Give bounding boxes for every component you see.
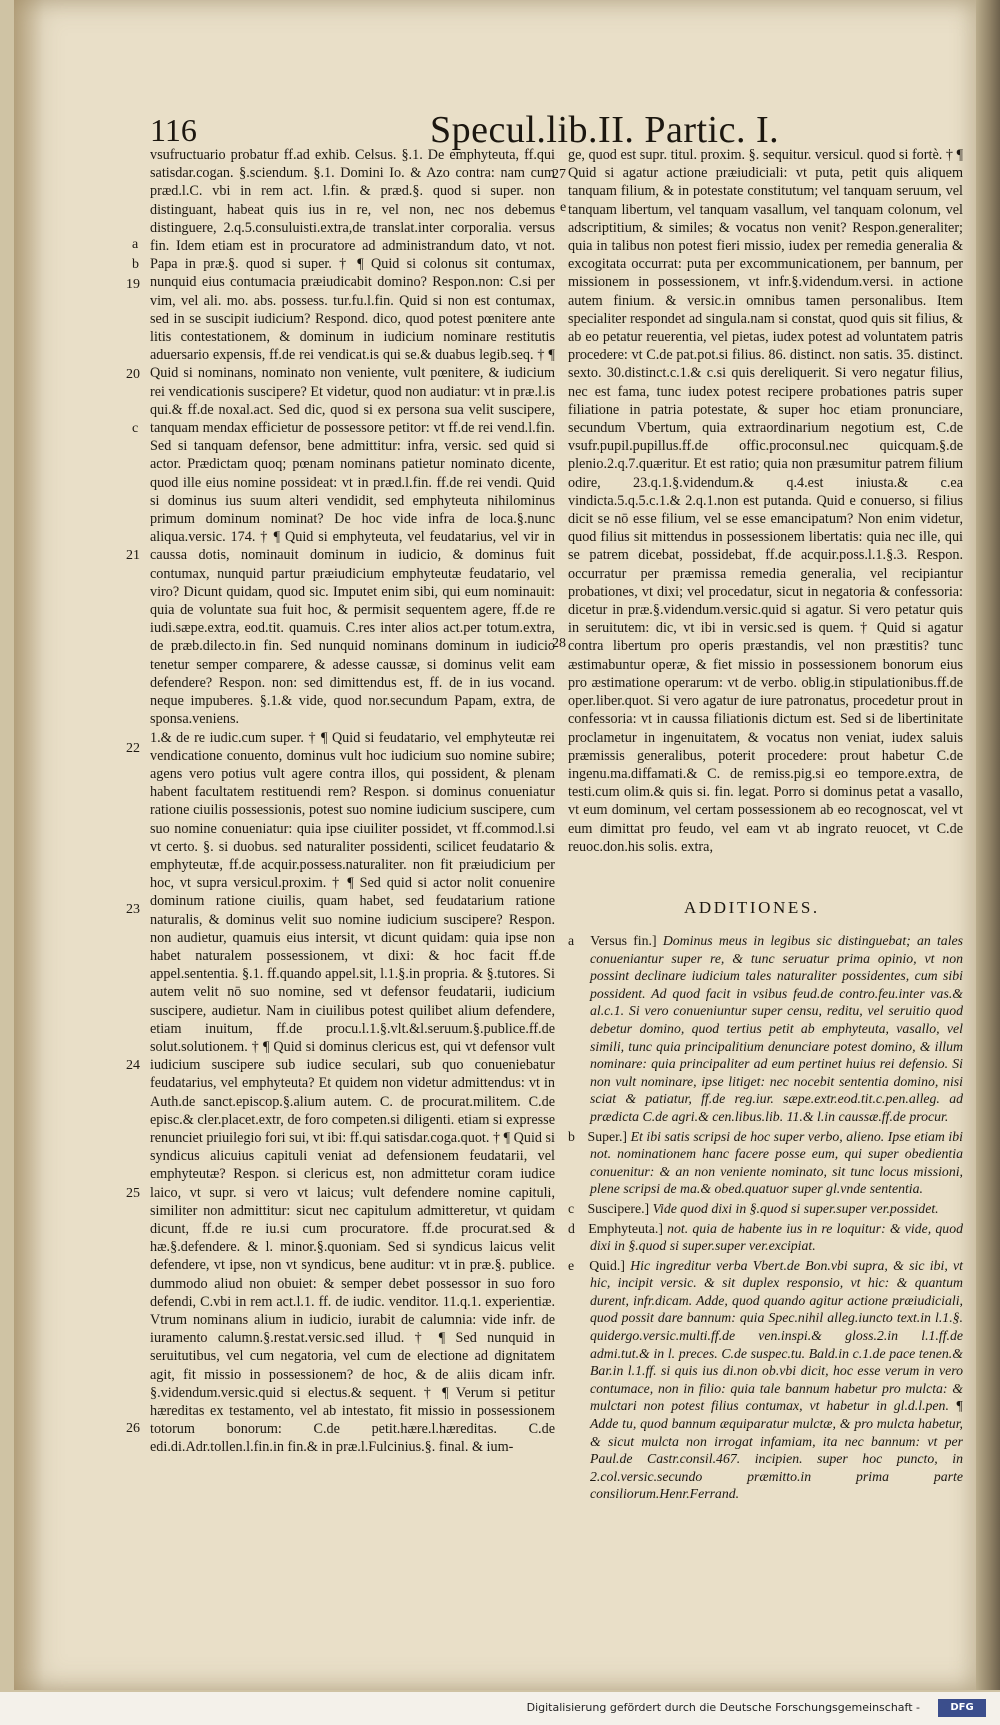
right-text-column — [568, 146, 963, 906]
addition-lemma: Versus fin.] — [590, 933, 657, 948]
addition-entry — [568, 932, 963, 1126]
addition-text: Dominus meus in legibus sic distinguebat; an tales conueniantur super re, & tunc seruatur prima opinio, vt non possint declinare iudicium tales naturaliter possidentes, cum sibi possident. Ad quod facit in vsibus feud.de contro.feu.inter vas.& al.c.1. Si vero conueniuntur super censu, reditu, vel seruitio quod debetur domino, quod tertius petit ab emphyteuta, vasallo, vel simili, tunc quia principalitium denunciare potest domino, & illum nominare: quia principaliter ad eum pertinet huius rei defensio. Si non vult nominare, ipse litiget: nec nocebit sententia domino, nisi sciat & patiatur, ff.de reg.iur. sæpe.extr.eod.tit.c.pen.alleg. ad prædicta C.de agri.& cen.libus.lib. 11.& l.in caussæ.ff.de procur. — [590, 933, 964, 1124]
margin-section-number: 19 — [126, 277, 140, 292]
addition-text: Hic ingreditur verba Vbert.de Bon.vbi supra, & sic ibi, vt hic, incipit versic. & sit duplex responsio, vt hic: & quantum durent, infr.dicam. Adde, quod quando agitur actione præiudiciali, quod possit dare bannum: quia Spec.nihil alleg.iuncto text.in l.1.§. quidergo.versic.multi.ff.de ven.inspi.& gloss.2.in l.1.ff.de admi.tut.& in l. preces. C.de suspec.tu. Bald.in c.1.de pace tenen.& Bar.in l.1.ff. si quis ius di.non ob.vbi dicit, hoc esse verum in vero contumace, non in filio: quia tale bannum habetur pro mulcta: & mulctari non potest filius contumax, vt habetur in gl.d.l.pen. ¶ Adde tu, quod bannum æquiparatur mulctæ, & pro mulcta habetur, & sicut mulcta non irrogat infamiam, ita nec bannum: vt per Paul.de Castr.consil.467. incipien. super hoc puncto, in 2.col.versic.secundo præmitto.in prima parte consiliorum.Henr.Ferrand. — [590, 1257, 964, 1502]
margin-note-marker: c — [132, 421, 139, 436]
margin-section-number: 26 — [126, 1421, 140, 1436]
addition-lemma: Quid.] — [589, 1257, 625, 1273]
margin-note-marker: b — [132, 257, 139, 272]
addition-entry — [568, 1200, 963, 1218]
addition-entry — [568, 1257, 963, 1503]
margin-section-number: 28 — [552, 636, 566, 651]
dfg-logo: DFG — [938, 1699, 986, 1717]
addition-marker: c — [568, 1200, 575, 1216]
addition-lemma: Suscipere.] — [587, 1200, 650, 1216]
page-number: 116 — [150, 112, 197, 148]
addition-lemma: Emphyteuta.] — [588, 1220, 663, 1236]
funding-credit: Digitalisierung gefördert durch die Deutsche Forschungsgemeinschaft - — [526, 1701, 920, 1714]
addition-entry — [568, 1128, 963, 1198]
left-text-column — [150, 146, 555, 1486]
addition-marker: d — [568, 1220, 575, 1236]
margin-section-number: 21 — [126, 548, 140, 563]
margin-section-number: 25 — [126, 1186, 140, 1201]
running-title: Specul.lib.II. Partic. I. — [430, 109, 780, 151]
margin-section-number: 23 — [126, 902, 140, 917]
addition-lemma: Super.] — [587, 1128, 628, 1144]
addition-text: not. quia de habente ius in re loquitur: & vide, quod dixi in §.quod si super.super ver.excipiat. — [590, 1220, 964, 1254]
margin-section-number: 24 — [126, 1058, 140, 1073]
addition-marker: e — [568, 1257, 575, 1273]
page-edge — [976, 0, 1000, 1690]
addition-marker: b — [568, 1128, 575, 1144]
gutter-shadow — [14, 0, 44, 1690]
body-paragraph: vsufructuario probatur ff.ad exhib. Celsus. §.1. De emphyteuta, ff.qui satisdar.cogan. §.sciendum. §.1. Domini Io. & Azo contra: nam cum præd.l.C. vbi in rem act. l.fin. & præd.§. quod si super. non distinguant, habeat quis ius in re, vel non, nec nos debemus distinguere, 2.q.5.consuluisti.extra,de translat.inter corporalia. versus fin. Idem etiam est in procuratore ad administrandum dato, vt not. Papa in præ.§. quod si super. † ¶ Quid si colonus sit contumax, nunquid eius contumacia præiudicabit domino? Respon.non: C.si per vim, vel ali. mo. abs. possess. tur.fu.l.fin. Quid si non est contumax, sed in se suscipit iudicium? Respond. dico, quod potest pœnitere ante litis contestationem, & dominum in iudicium nominare restitutis aduersario expensis, ff.de rei vendicat.is qui se.& duabus legib.seq. † ¶ Quid si nominans, nominato non veniente, vult pœnitere, & iudicium rei vendicationis suscipere? Et videtur, quod non audiatur: vt in præ.l.is qui.& ff.de noxal.act. Sed dic, quod si ex persona sua velit suscipere, tanquam mendax efficietur de possessore petitor: vt ff.de rei vend.l.fin. Sed si tanquam defensor, bene admittitur: infra, versic. sed quid si actor. Prædictam quoq; pœnam nominans patietur nominato dicente, quod ille eius nomine possideat: vt in præd.l.fin. ff.de rei vendi. Quid si dominus ius suum alteri vendidit, sed emphyteuta nihilominus primum dominum nominat? De hoc vide infra de loca.§.nunc aliqua.versic. 174. † ¶ Quid si emphyteuta, vel feudatarius, vel vir in caussa dotis, nominauit dominum in iudicio, & dominus fuit contumax, nunquid partur præiudicium emphyteutæ feudatario, vel viro? Dicunt quidam, quod sic. Imputet enim sibi, qui eum nominauit: quia de voluntate sua fuit hoc, & permisit sequentem agere, ff.de re iudi.sæpe.extra, eod.tit. quamuis. C.res inter alios act.per totum.extra, de præb.dilecto.in fin. Sed nunquid nominans dominum in iudicio tenetur semper comparere, & adesse caussæ, si dominus velit eam defendere? Respon. non: sed dimittendus est, ff. de in ius vocand. neque impuberes. §.1.& vide, quod nor.secundum Papam, extra, de sponsa.veniens. — [150, 147, 555, 728]
addition-text: Et ibi satis scripsi de hoc super verbo, alieno. Ipse etiam ibi not. nominationem hanc facere posse eum, qui super obedientia conuenitur: & an non veniente nominato, sit tunc locus missioni, plene scripsi de ma.& obed.quatuor super gl.vnde sententia. — [590, 1128, 963, 1197]
margin-section-number: 22 — [126, 741, 140, 756]
addition-text: Vide quod dixi in §.quod si super.super ver.possidet. — [652, 1200, 939, 1216]
margin-note-marker: a — [132, 237, 139, 252]
digitization-footer — [0, 1692, 1000, 1725]
addition-entry — [568, 1220, 963, 1255]
body-paragraph: 1.& de re iudic.cum super. † ¶ Quid si feudatario, vel emphyteutæ rei vendicatione conuento, dominus vult hoc iudicium suo nomine subire; agens vero potius vult agere contra illos, qui possident, & plenam habent facultatem restituendi rem? Respon. si dominus conueniatur ratione ciuilis possessionis, potest suo nomine iudicium suscipere, cum suo nomine conueniatur: quia ipse ciuiliter possidet, vt ff.commod.l.si vt certo. §. si duobus. sed naturaliter possidenti, scilicet feudatario & emphyteutæ, ff.de acquir.possess.naturaliter. non fit præiudicium per hoc, vt supra versicul.proxim. † ¶ Sed quid si actor nolit conuenire dominum ratione ciuilis, quam habet, sed feudatarium ratione naturalis, & dominus velit suo nomine iudicium suscipere? Respon. non audietur, quamuis eius intersit, vt dicunt quidam: quia ipse non habet naturalem possessionem, vt dixi: & hoc facit ff.de appel.sententia. §.1. ff.quando appel.sit, l.1.§.in propria. & §.tutores. Si autem velit nō suo nomine, sed vt defensor feudatarii, iudicium suscipere, audietur. Nam in ciuilibus potest quilibet alium defendere, etiam inuitum, ff.de procu.l.1.§.vlt.&l.seruum.§.publice.ff.de solut.solutionem. † ¶ Quid si dominus clericus est, qui vt defensor vult iudicium suscipere sub iudice seculari, sub quo conueniebatur feudatarius, vel emphyteuta? Et quidem non videtur admittendus: vt in Auth.de sanct.episcop.§.alium autem. C. de procurat.militem. C.de episc.& cler.placet.extr, de foro competen.si diligenti. etiam si expresse renunciet priuilegio fori sui, vt ibi: ff.qui satisdar.coga.quot. † ¶ Quid si syndicus alicuius capituli veniat ad defensionem feudatarii, vel emphyteutæ? Respon. si clericus est, non admittetur coram iudice laico, vt supr. si vero vt laicus; vult defendere nomine capituli, similiter non admittitur: sicut nec capitulum admitteretur, vt quidam dicunt, ff.de re iu.si cum procuratore. ff.de procurat.sed & hæ.§.defendere. & l. minor.§.quoniam. Sed si syndicus laicus velit defendere, vt ipse, non vt syndicus, bene auditur: vt in præ.§. publice. dummodo aliud non obuiet: & semper debet possessor in suo foro defendi, C.vbi in rem act.l.1. ff. de iudic. venditor. 11.q.1. experientiæ. Vtrum nominans alium in iudicio, iurabit de calumnia: vide infr. de iuramento calumn.§.restat.versic.sed illud. † ¶ Sed nunquid in seruitutibus, vel cum negatoria, vel cum de electione ad dignitatem agit, fit missio in possessionem? de hoc, & de aliis dicam infr. §.videndum.versic.quid si electus.& sequent. † ¶ Verum si petitur hæreditas ex testamento, vel ab intestato, fit missio in possessionem totorum bonorum: C.de petit.hære.l.hæreditas. C.de edi.di.Adr.tollen.l.fin.in fin.& in præ.l.Fulcinius.§. final. & ium- — [150, 729, 555, 1456]
additiones-heading: ADDITIONES. — [684, 898, 820, 917]
addition-marker: a — [568, 933, 575, 948]
additiones-notes — [568, 932, 964, 1502]
margin-section-number: 27 — [552, 167, 566, 182]
body-paragraph: ge, quod est supr. titul. proxim. §. sequitur. versicul. quod si fortè. † ¶ Quid si agatur actione præiudiciali: vt puta, petit quis aliquem tanquam filium, & in potestate constitutum; vel tanquam seruum, vel tanquam libertum, vel tanquam vasallum, vel tanquam colonum, vel adscriptitium, & similes; & vocatus non venit? Respon.generaliter; quia in talibus non potest fieri missio, iudex per remedia generalia & excogitata occurrat: puta per excommunicationem, per bannum, per missionem in possessionem, vt infr.§.videndum.versi. in actione autem finium. & versic.in omnibus tamen personalibus. Item specialiter respondet ad singula.nam si constat, quod quis sit filius, & ab eo petatur reuerentia, vel pietas, iudex potest ad voluntatem patris procedere: vt C.de pat.pot.si filius. 86. distinct. non satis. 35. distinct. sexto. 30.distinct.c.1.& c.si quis dereliquerit. Si vero negatur filius, nec est fama, tunc iudex potest recipere probationes patris super filiatione in patria potestate, & super hoc etiam pronunciare, secundum Vbertum, quia extraordinarium negotium est, C.de vsufr.pupil.pupillus.ff.de offic.proconsul.nec quicquam.§.de plenio.2.q.7.quæritur. Et est ratio; quia non præsumitur patrem filium odire, 23.q.1.§.videndum.& q.4.est iniusta.& c.ea vindicta.5.q.5.c.1.& 2.q.1.non est putanda. Quid e conuerso, si filius dicit se nō esse filium, vel se esse emancipatum? Non enim videtur, quod filius sit mittendus in possessionem libertatis: quia nec ille, qui se patrem dicebat, possidebat, ff.de acquir.poss.l.1.§.3. Respon. occurratur per præmissa remedia generalia, vel recipiantur probationes, vt dixi; vel procedatur, sicut in negatoria & confessoria: dicetur in præ.§.videndum.versic.quid si agatur. Si vero petatur quis in seruitutem: dic, vt ibi in versic.sed is quem. † Quid si agatur contra libertum pro operis præstandis, vel non præstitis? tunc æstimabuntur operæ, & fiet missio in possessionem bonorum eius pro æstimatione operarum: vt de verbo. oblig.in stipulationibus.ff.de oper.liber.quot. Si vero agatur de iure patronatus, procedetur prout in confessoria: vt in caussa filiationis dictum est. Sed si de libertinitate proclametur in ingenuitatem, & vocatus non veniat, iudex saluis præmissis generalibus, poterit procedere: prout habetur C.de ingenu.ma.diffamati.& C. de remiss.pig.si eo tempore.extra, de testi.cum olim.& quis si. fin. legat. Porro si dominus petat a vasallo, vt eum dominum, vel certam possessionem ab eo recognoscat, vel vt eum dimittat pro feudo, vel eam vt ab ingrato reuocet, vt C.de reuoc.don.his solis. extra, — [568, 147, 963, 855]
margin-section-number: 20 — [126, 367, 140, 382]
margin-note-marker: e — [560, 200, 567, 215]
